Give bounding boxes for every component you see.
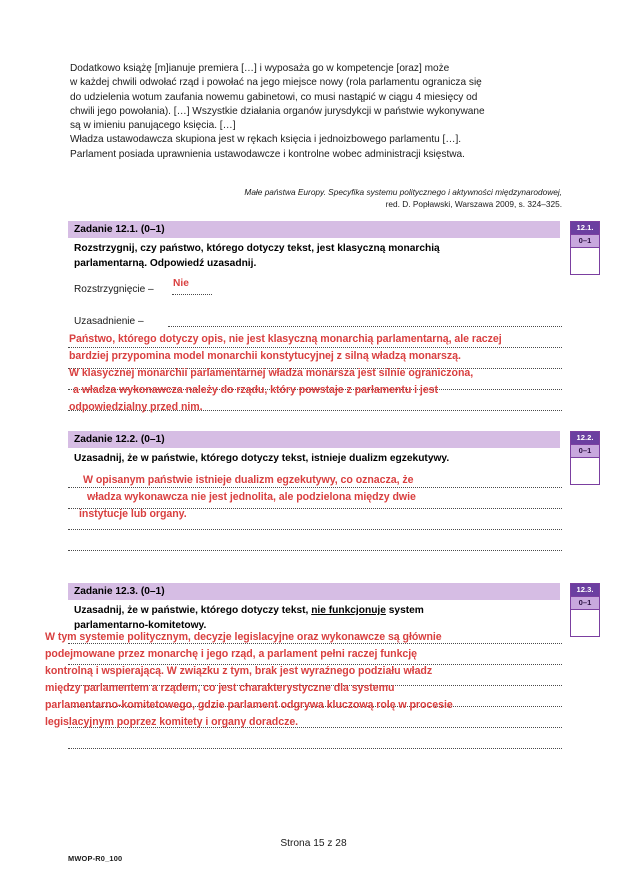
score-box-12-2-range: 0–1 [571,444,599,458]
handwritten-answer-line: legislacyjnym poprzez komitety i organy doradcze. [45,716,299,728]
source-text-line: chwili jego powołania). […] Wszystkie działania organów jurysdykcji w państwie wykonywane [70,105,485,117]
task-12-3-emphasis: nie funkcjonuje [311,605,386,616]
score-box-12-3[interactable] [570,583,600,637]
source-text-block [70,62,562,162]
source-text-line: Parlament posiada uprawnienia ustawodawcze i kontrolne wobec administracji księstwa. [70,148,465,160]
source-text-line: w każdej chwili odwołać rząd i powołać na jego miejsce nowy (rola parlamentu ogranicza się [70,77,482,89]
answer-dotted-line[interactable] [68,550,562,551]
answer-dotted-line[interactable] [68,529,562,530]
task-12-2-instruction-line-1: Uzasadnij, że w państwie, którego dotyczy tekst, istnieje dualizm egzekutywy. [74,453,450,464]
task-12-3 [68,583,560,633]
task-12-3-text-a: Uzasadnij, że w państwie, którego dotyczy tekst, [74,605,312,616]
document-code: MWOP-R0_100 [68,854,123,863]
handwritten-answer-line: instytucje lub organy. [79,508,187,520]
handwritten-answer-line: bardziej przypomina model monarchii konstytucyjnej z silną władzą monarszą. [69,350,461,362]
source-text-line: do udzielenia wotum zaufania nowemu gabinetowi, co musi nastąpić w ciągu 4 miesięcy od [70,91,478,103]
task-12-2 [68,431,560,467]
handwritten-answer-line: W tym systemie politycznym, decyzje legislacyjne oraz wykonawcze są głównie [45,631,442,643]
handwritten-decision: Nie [173,278,189,289]
handwritten-answer-line: między parlamentem a rządem, co jest charakterystyczne dla systemu [45,682,395,694]
score-box-12-3-id: 12.3. [571,584,599,596]
score-box-12-1-range: 0–1 [571,234,599,248]
score-box-12-2-input[interactable] [571,458,599,484]
score-box-12-3-input[interactable] [571,610,599,636]
task-12-2-instruction [68,448,560,467]
task-12-1-instruction [68,238,560,271]
handwritten-answer-line: podejmowane przez monarchę i jego rząd, a parlament pełni raczej funkcję [45,648,417,660]
source-text-line: Władza ustawodawcza skupiona jest w rękach księcia i jednoizbowego parlamentu […]. [70,134,462,146]
score-box-12-1[interactable] [570,221,600,275]
score-box-12-3-range: 0–1 [571,596,599,610]
handwritten-answer-line: władza wykonawcza nie jest jednolita, ale podzielona między dwie [87,491,416,503]
source-citation [70,186,562,210]
score-box-12-1-input[interactable] [571,248,599,274]
task-12-3-header: Zadanie 12.3. (0–1) [68,583,560,600]
score-box-12-2[interactable] [570,431,600,485]
handwritten-answer-line: a władza wykonawcza należy do rządu, który powstaje z parlamentu i jest [73,384,438,396]
handwritten-answer-line: Państwo, którego dotyczy opis, nie jest klasyczną monarchią parlamentarną, ale raczej [69,333,502,345]
handwritten-answer-line: kontrolną i wspierającą. W związku z tym, brak jest wyraźnego podziału władz [45,665,433,677]
answer-dotted-line[interactable] [168,326,562,327]
task-12-1-instruction-line-1: Rozstrzygnij, czy państwo, którego dotyczy tekst, jest klasyczną monarchią [74,243,440,254]
handwritten-answer-line: odpowiedzialny przed nim. [69,401,203,413]
handwritten-answer-line: W opisanym państwie istnieje dualizm egzekutywy, co oznacza, że [83,474,414,486]
task-12-3-instruction [68,600,560,633]
decision-dotted-line[interactable] [172,294,212,295]
citation-line-1: Małe państwa Europy. Specyfika systemu politycznego i aktywności międzynarodowej, [244,187,562,197]
source-text-line: są w imieniu panującego księcia. […] [70,120,236,132]
task-12-3-instruction-line-2: parlamentarno-komitetowy. [74,619,207,631]
handwritten-answer-line: parlamentarno-komitetowego, gdzie parlament odgrywa kluczową rolę w procesie [45,699,453,711]
justification-label: Uzasadnienie – [74,316,144,327]
source-text-line: Dodatkowo książę [m]ianuje premiera […] i wyposaża go w kompetencje [oraz] może [70,63,450,74]
task-12-1 [68,221,560,271]
answer-dotted-line[interactable] [68,748,562,749]
task-12-2-header: Zadanie 12.2. (0–1) [68,431,560,448]
decision-label: Rozstrzygnięcie – [74,284,154,295]
task-12-1-header: Zadanie 12.1. (0–1) [68,221,560,238]
answer-dotted-line[interactable] [68,347,562,348]
score-box-12-2-id: 12.2. [571,432,599,444]
page-number: Strona 15 z 28 [280,838,347,849]
citation-line-2: red. D. Popławski, Warszawa 2009, s. 324–325. [385,199,562,210]
task-12-3-text-b: system [385,605,424,616]
task-12-1-instruction-line-2: parlamentarną. Odpowiedź uzasadnij. [74,257,257,269]
score-box-12-1-id: 12.1. [571,222,599,234]
answer-dotted-line[interactable] [68,487,562,488]
task-12-3-instruction-line-1 [74,604,560,619]
handwritten-answer-line: W klasycznej monarchii parlamentarnej władza monarsza jest silnie ograniczona, [69,367,474,379]
